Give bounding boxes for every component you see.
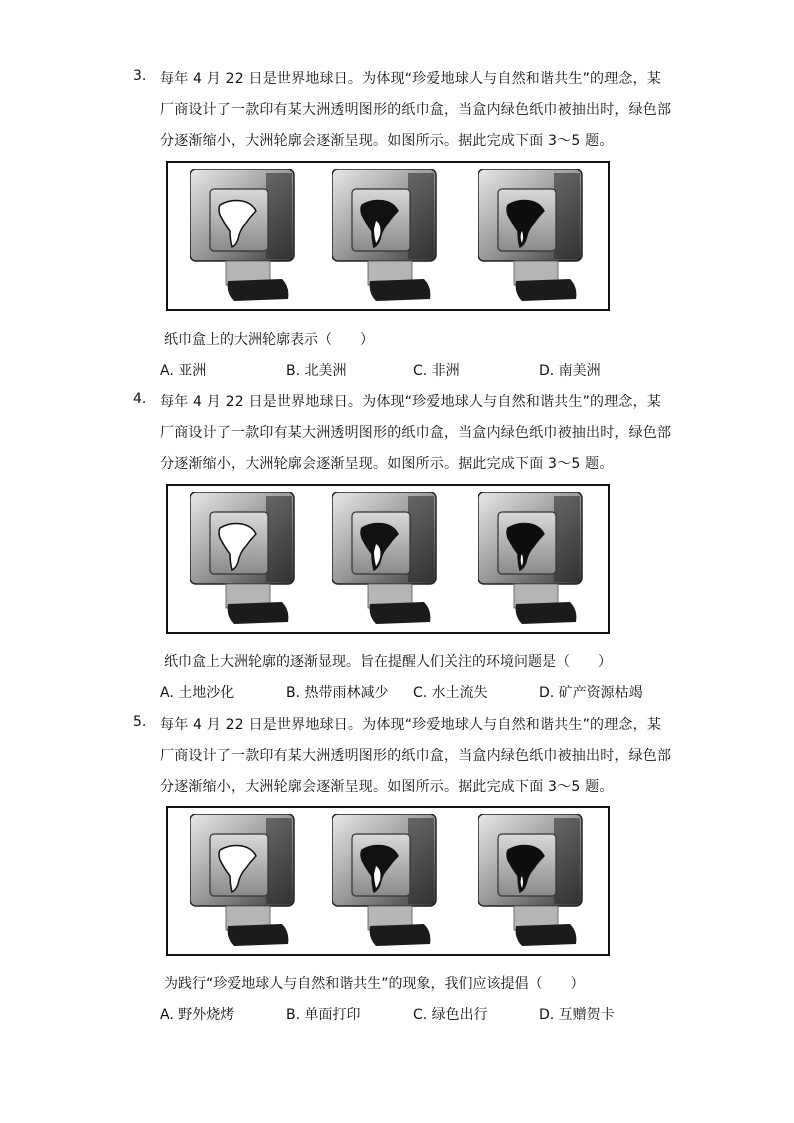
- question-number: 3.: [133, 68, 147, 84]
- intro-line-1: 每年 4 月 22 日是世界地球日。为体现“珍爱地球人与自然和谐共生”的理念，某: [160, 71, 662, 87]
- tissue-box-2: [332, 814, 440, 950]
- tissue-box-1: [190, 169, 298, 305]
- question-number: 5.: [133, 714, 147, 730]
- tissue-box-figure: [166, 161, 610, 311]
- intro-line-2: 厂商设计了一款印有某大洲透明图形的纸巾盒，当盒内绿色纸巾被抽出时，绿色部: [160, 425, 672, 441]
- question-stem: 为践行“珍爱地球人与自然和谐共生”的现象，我们应该提倡（ ）: [164, 976, 585, 992]
- tissue-box-2: [332, 492, 440, 628]
- option-b[interactable]: B. 热带雨林减少: [286, 685, 389, 701]
- option-b[interactable]: B. 北美洲: [286, 363, 347, 379]
- tissue-box-figure: [166, 484, 610, 634]
- tissue-box-2: [332, 169, 440, 305]
- option-a[interactable]: A. 野外烧烤: [160, 1007, 235, 1023]
- tissue-box-1: [190, 492, 298, 628]
- tissue-box-figure: [166, 806, 610, 956]
- intro-line-2: 厂商设计了一款印有某大洲透明图形的纸巾盒，当盒内绿色纸巾被抽出时，绿色部: [160, 102, 672, 118]
- tissue-box-3: [478, 169, 586, 305]
- intro-line-3: 分逐渐缩小，大洲轮廓会逐渐呈现。如图所示。据此完成下面 3～5 题。: [160, 779, 614, 795]
- tissue-box-3: [478, 492, 586, 628]
- intro-line-1: 每年 4 月 22 日是世界地球日。为体现“珍爱地球人与自然和谐共生”的理念，某: [160, 394, 662, 410]
- option-c[interactable]: C. 绿色出行: [413, 1007, 488, 1023]
- intro-line-2: 厂商设计了一款印有某大洲透明图形的纸巾盒，当盒内绿色纸巾被抽出时，绿色部: [160, 748, 672, 764]
- option-d[interactable]: D. 南美洲: [539, 363, 601, 379]
- option-c[interactable]: C. 非洲: [413, 363, 460, 379]
- option-d[interactable]: D. 矿产资源枯竭: [539, 685, 643, 701]
- intro-line-3: 分逐渐缩小，大洲轮廓会逐渐呈现。如图所示。据此完成下面 3～5 题。: [160, 133, 614, 149]
- tissue-box-1: [190, 814, 298, 950]
- question-stem: 纸巾盒上大洲轮廓的逐渐显现。旨在提醒人们关注的环境问题是（ ）: [164, 654, 612, 670]
- option-a[interactable]: A. 亚洲: [160, 363, 207, 379]
- option-b[interactable]: B. 单面打印: [286, 1007, 361, 1023]
- tissue-box-3: [478, 814, 586, 950]
- intro-line-1: 每年 4 月 22 日是世界地球日。为体现“珍爱地球人与自然和谐共生”的理念，某: [160, 717, 662, 733]
- option-a[interactable]: A. 土地沙化: [160, 685, 235, 701]
- intro-line-3: 分逐渐缩小，大洲轮廓会逐渐呈现。如图所示。据此完成下面 3～5 题。: [160, 456, 614, 472]
- question-stem: 纸巾盒上的大洲轮廓表示（ ）: [164, 332, 374, 348]
- question-number: 4.: [133, 391, 147, 407]
- option-c[interactable]: C. 水土流失: [413, 685, 488, 701]
- option-d[interactable]: D. 互赠贺卡: [539, 1007, 615, 1023]
